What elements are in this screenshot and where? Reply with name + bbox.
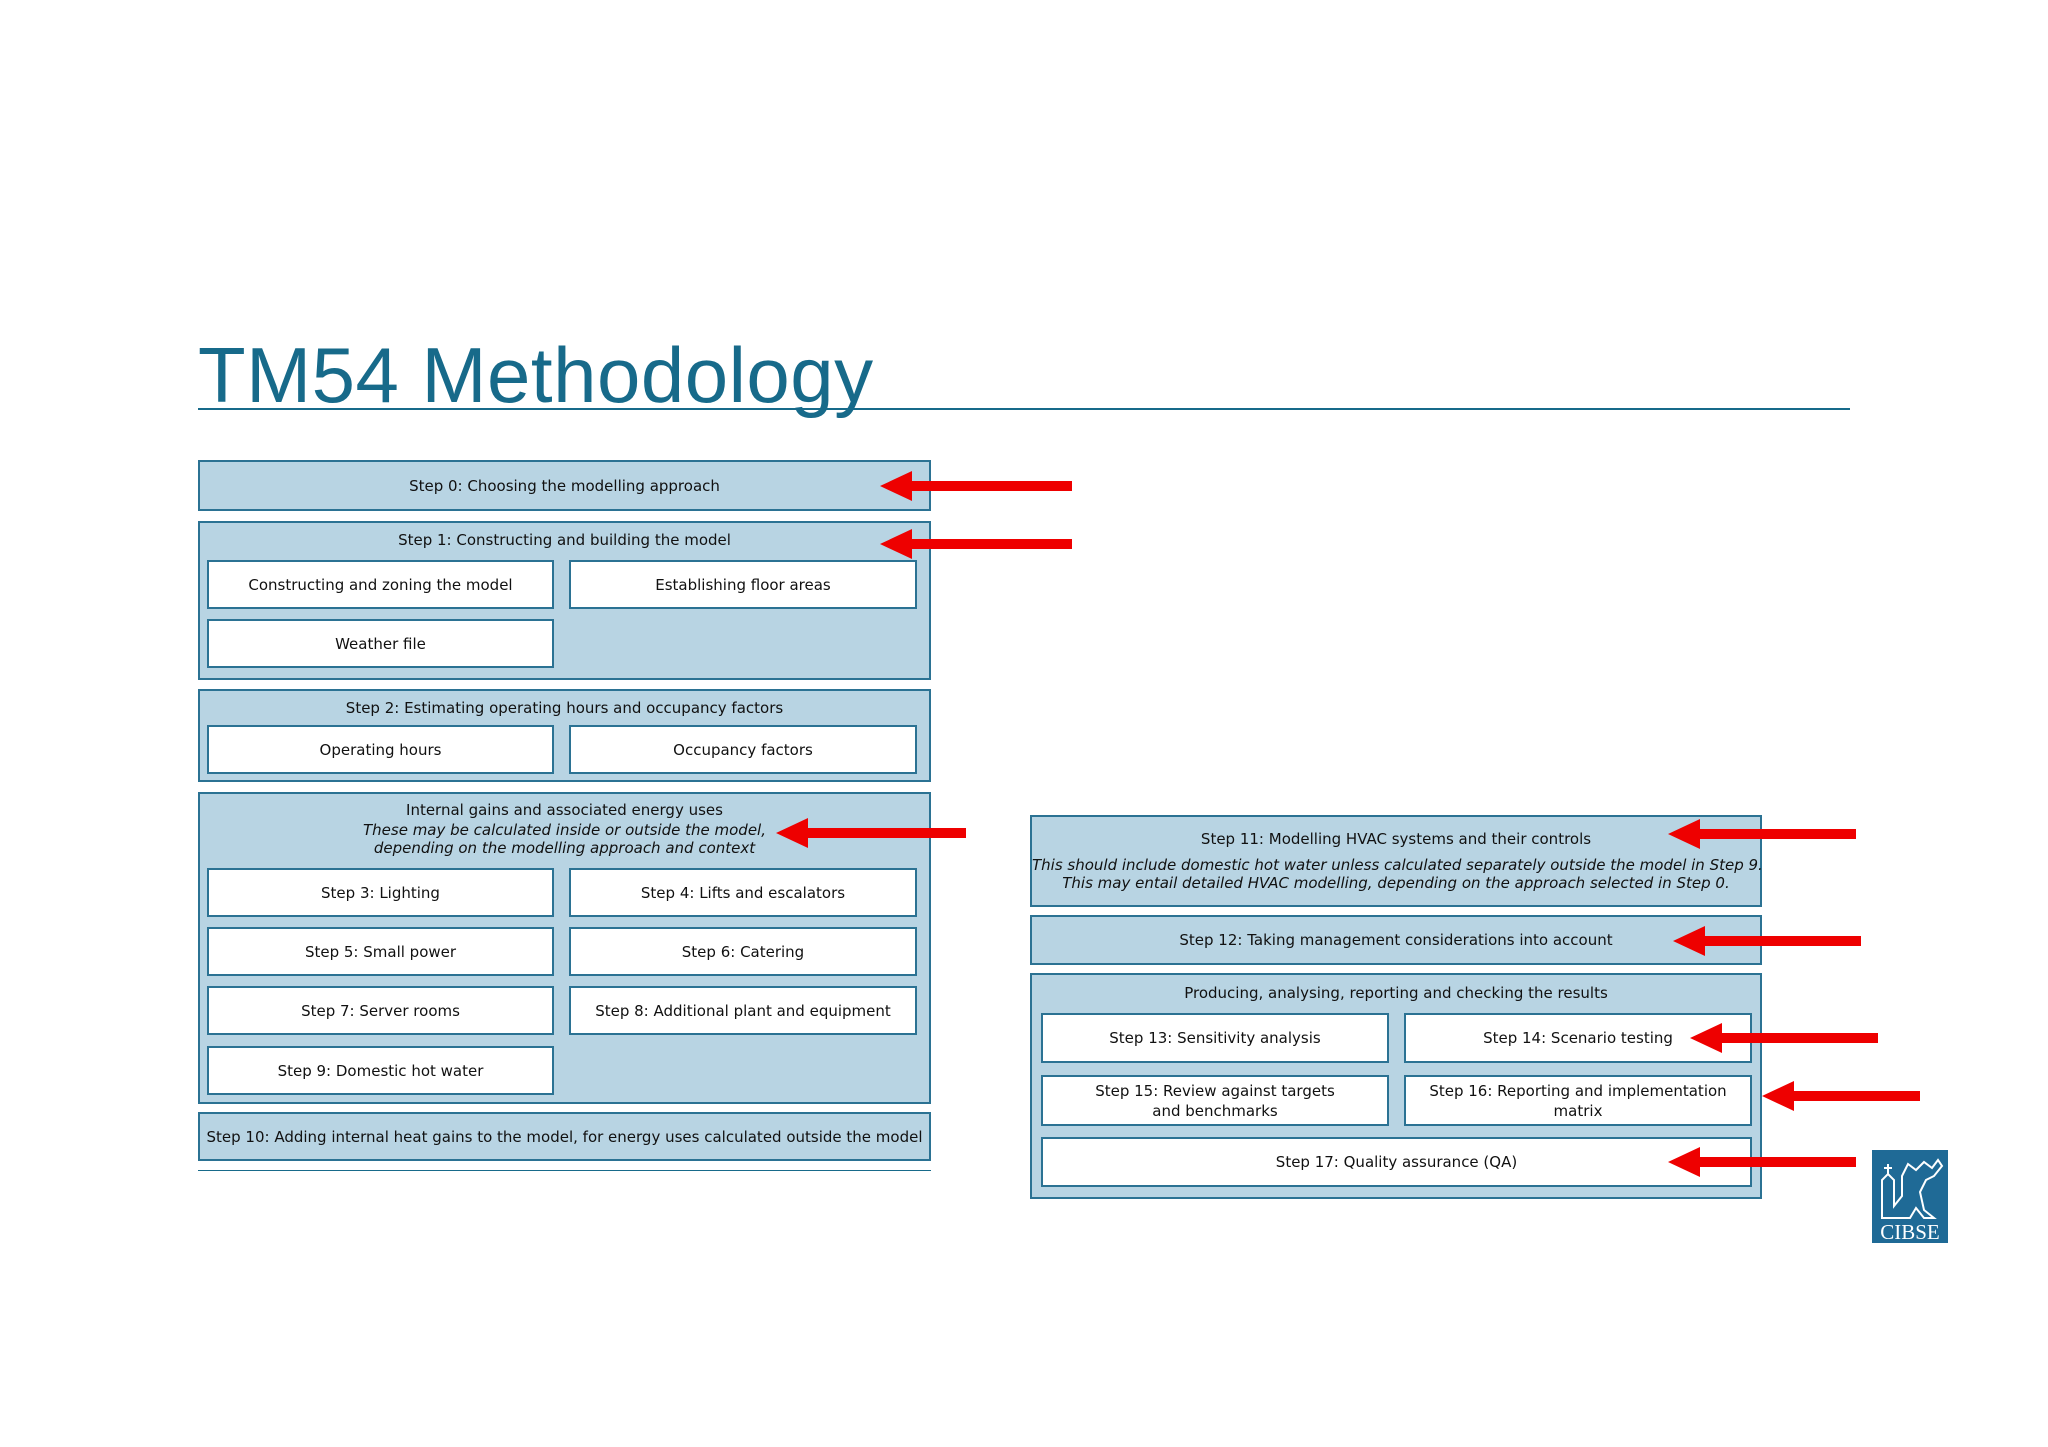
step-10-panel <box>198 1112 931 1161</box>
results-panel <box>1030 973 1762 1199</box>
step-2-title: Step 2: Estimating operating hours and occupancy factors <box>345 699 784 717</box>
red-left-arrow-icon <box>1762 1080 1922 1112</box>
occupancy-factors-box: Occupancy factors <box>569 725 917 774</box>
cibse-logo-icon <box>1872 1150 1948 1243</box>
step-3-box: Step 3: Lighting <box>207 868 554 917</box>
weather-file-box: Weather file <box>207 619 554 668</box>
step-6-box: Step 6: Catering <box>569 927 917 976</box>
internal-gains-note-line-1: These may be calculated inside or outside the model, <box>362 821 766 839</box>
step-11-title: Step 11: Modelling HVAC systems and their controls <box>1200 830 1592 848</box>
step-15-label: Step 15: Review against targets and benchmarks <box>1095 1081 1335 1120</box>
step-17-box: Step 17: Quality assurance (QA) <box>1041 1137 1752 1187</box>
step-16-box: Step 16: Reporting and implementation matrix <box>1404 1075 1752 1126</box>
step-4-box: Step 4: Lifts and escalators <box>569 868 917 917</box>
step-15-box <box>1041 1075 1389 1126</box>
operating-hours-box: Operating hours <box>207 725 554 774</box>
step-11-panel <box>1030 815 1762 907</box>
step-5-box: Step 5: Small power <box>207 927 554 976</box>
red-left-arrow-icon <box>880 528 1075 560</box>
step-12-label: Step 12: Taking management considerations into account <box>1179 931 1613 949</box>
step-13-box: Step 13: Sensitivity analysis <box>1041 1013 1389 1063</box>
step-10-label: Step 10: Adding internal heat gains to the model, for energy uses calculated outside the model <box>206 1128 923 1146</box>
title-divider <box>198 408 1850 410</box>
red-left-arrow-icon <box>880 470 1075 502</box>
bottom-divider <box>198 1170 931 1171</box>
step-1-title: Step 1: Constructing and building the model <box>398 531 731 549</box>
step-7-box: Step 7: Server rooms <box>207 986 554 1035</box>
results-title: Producing, analysing, reporting and checking the results <box>1184 984 1608 1002</box>
internal-gains-note-line-2: depending on the modelling approach and context <box>373 839 756 857</box>
step-0-panel <box>198 460 931 511</box>
step-9-box: Step 9: Domestic hot water <box>207 1046 554 1095</box>
step-11-note-line-2: This may entail detailed HVAC modelling, depending on the approach selected in Step 0. <box>1062 874 1730 892</box>
red-left-arrow-icon <box>776 817 968 849</box>
red-left-arrow-icon <box>1668 1146 1858 1178</box>
internal-gains-title: Internal gains and associated energy uses <box>406 801 723 819</box>
step-11-note-line-1: This should include domestic hot water unless calculated separately outside the model in Step 9. <box>1032 856 1763 874</box>
step-12-panel <box>1030 915 1762 965</box>
step-1-panel <box>198 521 931 680</box>
red-left-arrow-icon <box>1673 925 1863 957</box>
red-left-arrow-icon <box>1668 818 1858 850</box>
floor-areas-box: Establishing floor areas <box>569 560 917 609</box>
page-title: TM54 Methodology <box>198 331 874 419</box>
step-0-label: Step 0: Choosing the modelling approach <box>409 477 720 495</box>
constructing-zoning-box: Constructing and zoning the model <box>207 560 554 609</box>
logo-text: CIBSE <box>1880 1220 1940 1243</box>
step-8-box: Step 8: Additional plant and equipment <box>569 986 917 1035</box>
red-left-arrow-icon <box>1690 1022 1880 1054</box>
step-2-panel <box>198 689 931 782</box>
step-14-box: Step 14: Scenario testing <box>1404 1013 1752 1063</box>
